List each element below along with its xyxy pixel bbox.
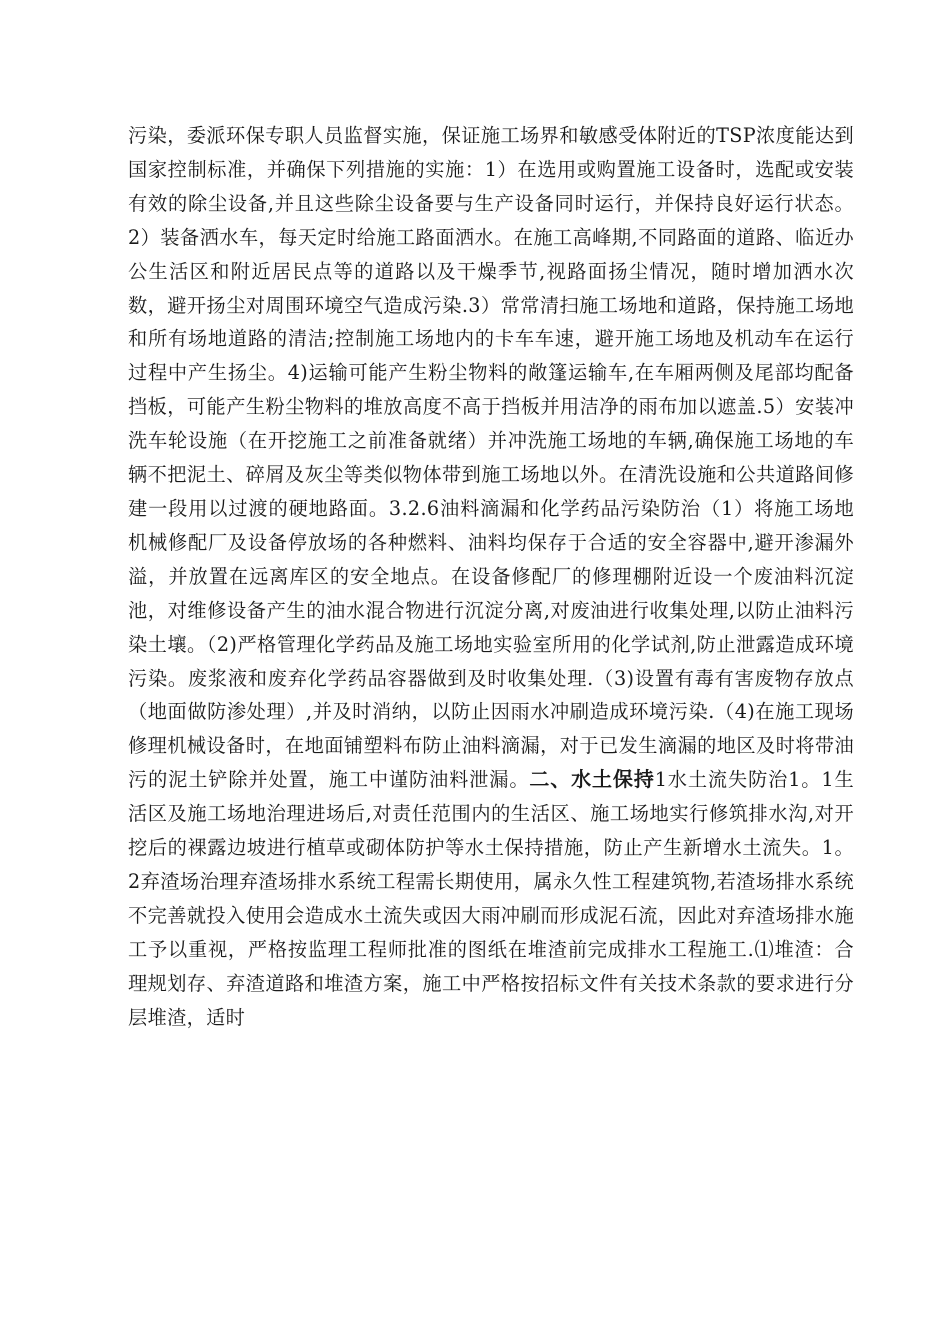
paragraph-text-part-2: 1水土流失防治1。1生活区及施工场地治理进场后,对责任范围内的生活区、施工场地实行修筑排水沟,对开挖后的裸露边坡进行植草或砌体防护等水土保持措施，防止产生新增水土流失。1。2弃渣场治理弃渣场排水系统工程需长期使用，属永久性工程建筑物,若渣场排水系统不完善就投入使用会造成水土流失或因大雨冲刷而形成泥石流，因此对弃渣场排水施工予以重视，严格按监理工程师批准的图纸在堆渣前完成排水工程施工.⑴堆渣：合理规划存、弃渣道路和堆渣方案，施工中严格按招标文件有关技术条款的要求进行分层堆渣，适时	[128, 768, 854, 1029]
document-page	[128, 119, 854, 1034]
body-paragraph	[128, 119, 854, 1034]
section-heading-soil-conservation: 二、水土保持	[529, 767, 655, 792]
paragraph-text-part-1: 污染，委派环保专职人员监督实施，保证施工场界和敏感受体附近的TSP浓度能达到国家控制标准，并确保下列措施的实施：1）在选用或购置施工设备时，选配或安装有效的除尘设备,并且这些除尘设备要与生产设备同时运行，并保持良好运行状态。2）装备洒水车，每天定时给施工路面洒水。在施工高峰期,不同路面的道路、临近办公生活区和附近居民点等的道路以及干燥季节,视路面扬尘情况，随时增加洒水次数，避开扬尘对周围环境空气造成污染.3）常常清扫施工场地和道路，保持施工场地和所有场地道路的清洁;控制施工场地内的卡车车速，避开施工场地及机动车在运行过程中产生扬尘。4)运输可能产生粉尘物料的敞篷运输车,在车厢两侧及尾部均配备挡板，可能产生粉尘物料的堆放高度不高于挡板并用洁净的雨布加以遮盖.5）安装冲洗车轮设施（在开挖施工之前准备就绪）并冲洗施工场地的车辆,确保施工场地的车辆不把泥土、碎屑及灰尘等类似物体带到施工场地以外。在清洗设施和公共道路间修建一段用以过渡的硬地路面。3.2.6油料滴漏和化学药品污染防治（1）将施工场地机械修配厂及设备停放场的各种燃料、油料均保存于合适的安全容器中,避开渗漏外溢，并放置在远离库区的安全地点。在设备修配厂的修理棚附近设一个废油料沉淀池，对维修设备产生的油水混合物进行沉淀分离,对废油进行收集处理,以防止油料污染土壤。（2)严格管理化学药品及施工场地实验室所用的化学试剂,防止泄露造成环境污染。废浆液和废弃化学药品容器做到及时收集处理.（3)设置有毒有害废物存放点（地面做防渗处理）,并及时消纳，以防止因雨水冲刷造成环境污染.（4)在施工现场修理机械设备时，在地面铺塑料布防止油料滴漏，对于已发生滴漏的地区及时将带油污的泥土铲除并处置，施工中谨防油料泄漏。	[128, 124, 854, 792]
